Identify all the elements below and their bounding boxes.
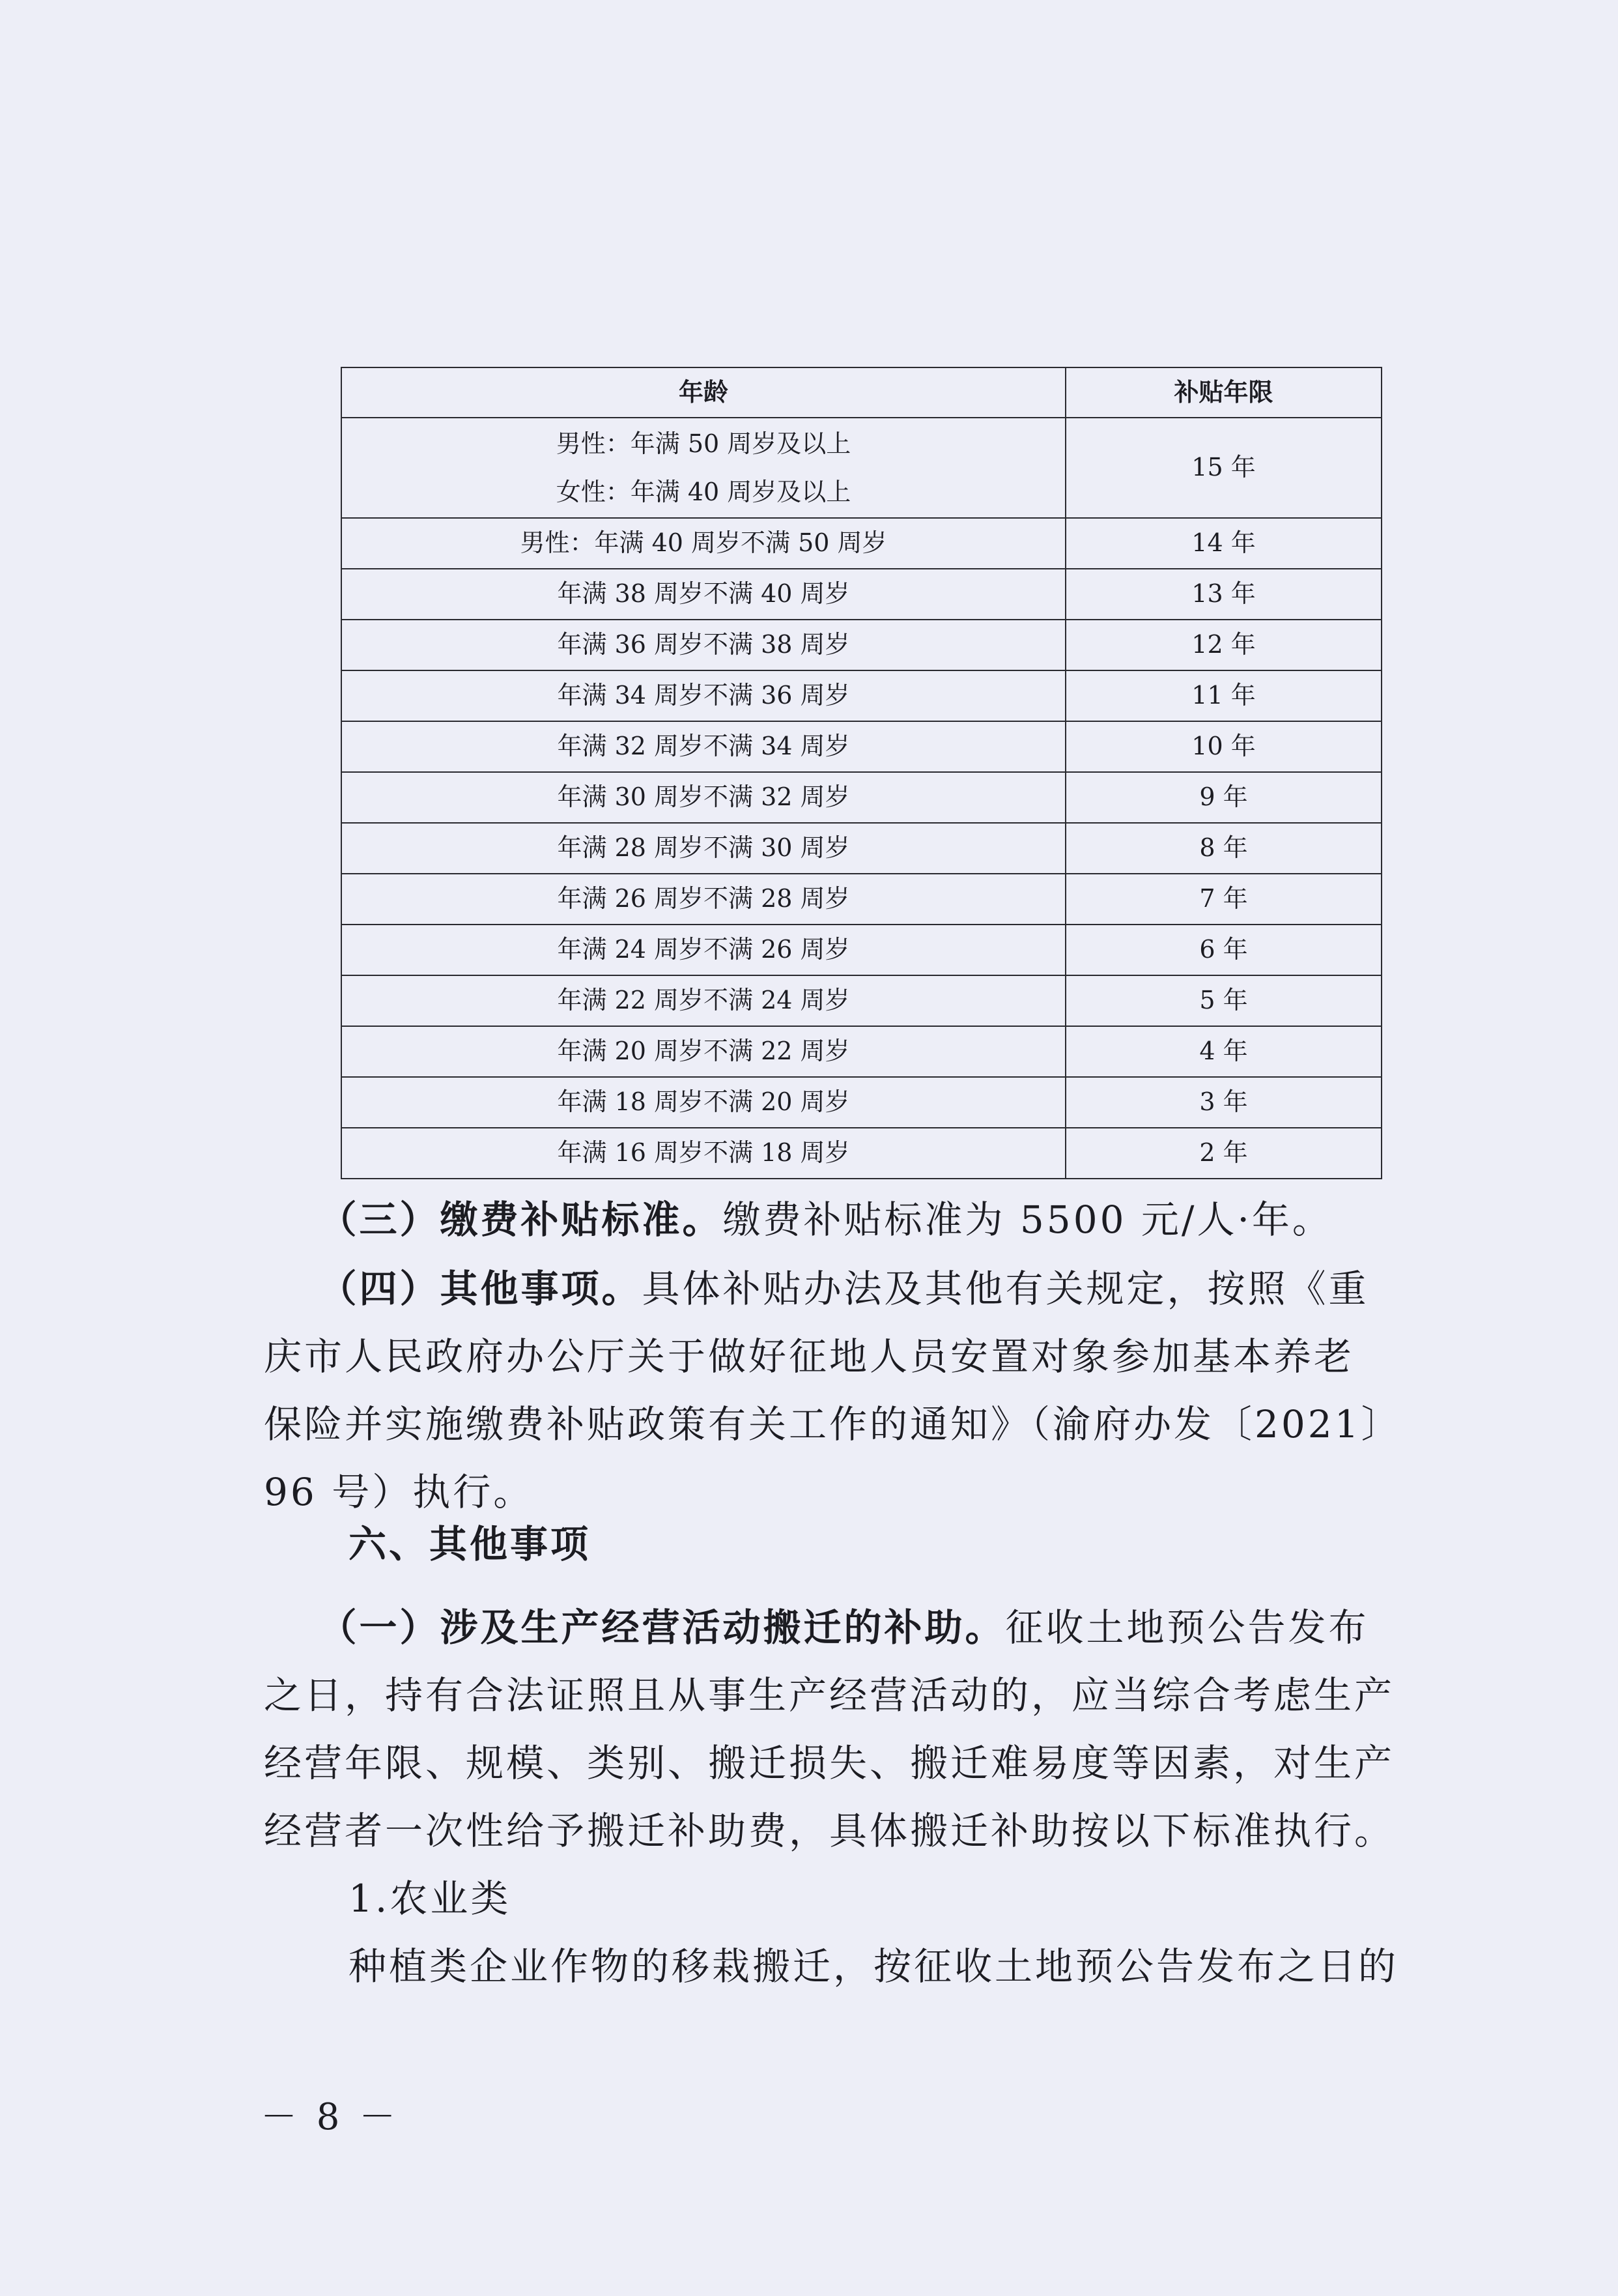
paragraph-line: 经营年限、规模、类别、搬迁损失、搬迁难易度等因素，对生产 [264, 1741, 1395, 1785]
section-6-1-first-line: 征收土地预公告发布 [1005, 1605, 1369, 1650]
years-cell: 10 年 [1066, 721, 1382, 772]
table-row [341, 418, 1382, 518]
item-1-title-text: 1.农业类 [348, 1876, 511, 1921]
table-row [341, 975, 1382, 1026]
section-6-1-paragraph [264, 1595, 1456, 1866]
years-cell: 5 年 [1066, 975, 1382, 1026]
paragraph-line: 96 号）执行。 [264, 1470, 534, 1514]
age-cell: 年满 36 周岁不满 38 周岁 [341, 620, 1066, 670]
years-cell: 15 年 [1066, 418, 1382, 518]
table-row [341, 1128, 1382, 1179]
table-row [341, 925, 1382, 975]
years-cell: 4 年 [1066, 1026, 1382, 1077]
years-cell: 14 年 [1066, 518, 1382, 569]
age-cell: 年满 38 周岁不满 40 周岁 [341, 569, 1066, 620]
years-cell: 11 年 [1066, 670, 1382, 721]
item-1-paragraph [348, 1934, 1540, 2002]
age-cell: 年满 22 周岁不满 24 周岁 [341, 975, 1066, 1026]
age-cell: 年满 20 周岁不满 22 周岁 [341, 1026, 1066, 1077]
age-cell: 年满 32 周岁不满 34 周岁 [341, 721, 1066, 772]
section-3-text: 缴费补贴标准为 5500 元/人·年。 [722, 1198, 1333, 1242]
years-cell: 6 年 [1066, 925, 1382, 975]
years-cell: 7 年 [1066, 874, 1382, 925]
table-row [341, 670, 1382, 721]
table-row [341, 1077, 1382, 1128]
age-line: 男性：年满 50 周岁及以上 [556, 429, 851, 458]
paragraph-line: 保险并实施缴费补贴政策有关工作的通知》（渝府办发〔2021〕 [264, 1402, 1402, 1446]
table-row [341, 721, 1382, 772]
paragraph-line: 种植类企业作物的移栽搬迁，按征收土地预公告发布之日的 [348, 1944, 1399, 1988]
table-row [341, 518, 1382, 569]
table-row [341, 1026, 1382, 1077]
years-cell: 8 年 [1066, 823, 1382, 874]
age-cell: 年满 26 周岁不满 28 周岁 [341, 874, 1066, 925]
age-cell: 年满 34 周岁不满 36 周岁 [341, 670, 1066, 721]
table-row [341, 569, 1382, 620]
age-cell: 男性：年满 40 周岁不满 50 周岁 [341, 518, 1066, 569]
age-cell: 年满 16 周岁不满 18 周岁 [341, 1128, 1066, 1179]
years-cell: 2 年 [1066, 1128, 1382, 1179]
years-cell: 3 年 [1066, 1077, 1382, 1128]
paragraph-line: 经营者一次性给予搬迁补助费，具体搬迁补助按以下标准执行。 [264, 1809, 1395, 1853]
years-cell: 9 年 [1066, 772, 1382, 823]
age-cell: 年满 24 周岁不满 26 周岁 [341, 925, 1066, 975]
page-number: － 8 － [261, 2096, 400, 2138]
paragraph-line [264, 1595, 1456, 1663]
paragraph-line [264, 1256, 1456, 1324]
header-age: 年龄 [341, 367, 1066, 418]
age-cell: 年满 18 周岁不满 20 周岁 [341, 1077, 1066, 1128]
paragraph-line: 之日，持有合法证照且从事生产经营活动的，应当综合考虑生产 [264, 1673, 1395, 1717]
section-4-title: （四）其他事项。 [319, 1267, 642, 1311]
subsidy-years-table [341, 367, 1382, 1179]
header-subsidy-years: 补贴年限 [1066, 367, 1382, 418]
table-header-row [341, 367, 1382, 418]
age-cell: 年满 28 周岁不满 30 周岁 [341, 823, 1066, 874]
table-row [341, 620, 1382, 670]
section-3-title: （三）缴费补贴标准。 [319, 1198, 723, 1242]
age-cell [341, 418, 1066, 518]
years-cell: 12 年 [1066, 620, 1382, 670]
age-line: 女性：年满 40 周岁及以上 [556, 478, 851, 506]
years-cell: 13 年 [1066, 569, 1382, 620]
section-4-paragraph [264, 1256, 1456, 1527]
table-row [341, 874, 1382, 925]
item-1-title [348, 1866, 1540, 1934]
section-3-paragraph [264, 1187, 1456, 1255]
section-6-heading: 六、其他事项 [348, 1522, 591, 1566]
table-row [341, 772, 1382, 823]
table-row [341, 823, 1382, 874]
paragraph-line [264, 1187, 1456, 1255]
paragraph-line: 庆市人民政府办公厅关于做好征地人员安置对象参加基本养老 [264, 1334, 1355, 1379]
age-cell: 年满 30 周岁不满 32 周岁 [341, 772, 1066, 823]
section-4-first-line: 具体补贴办法及其他有关规定，按照《重 [642, 1267, 1369, 1311]
section-6-1-title: （一）涉及生产经营活动搬迁的补助。 [319, 1605, 1006, 1650]
